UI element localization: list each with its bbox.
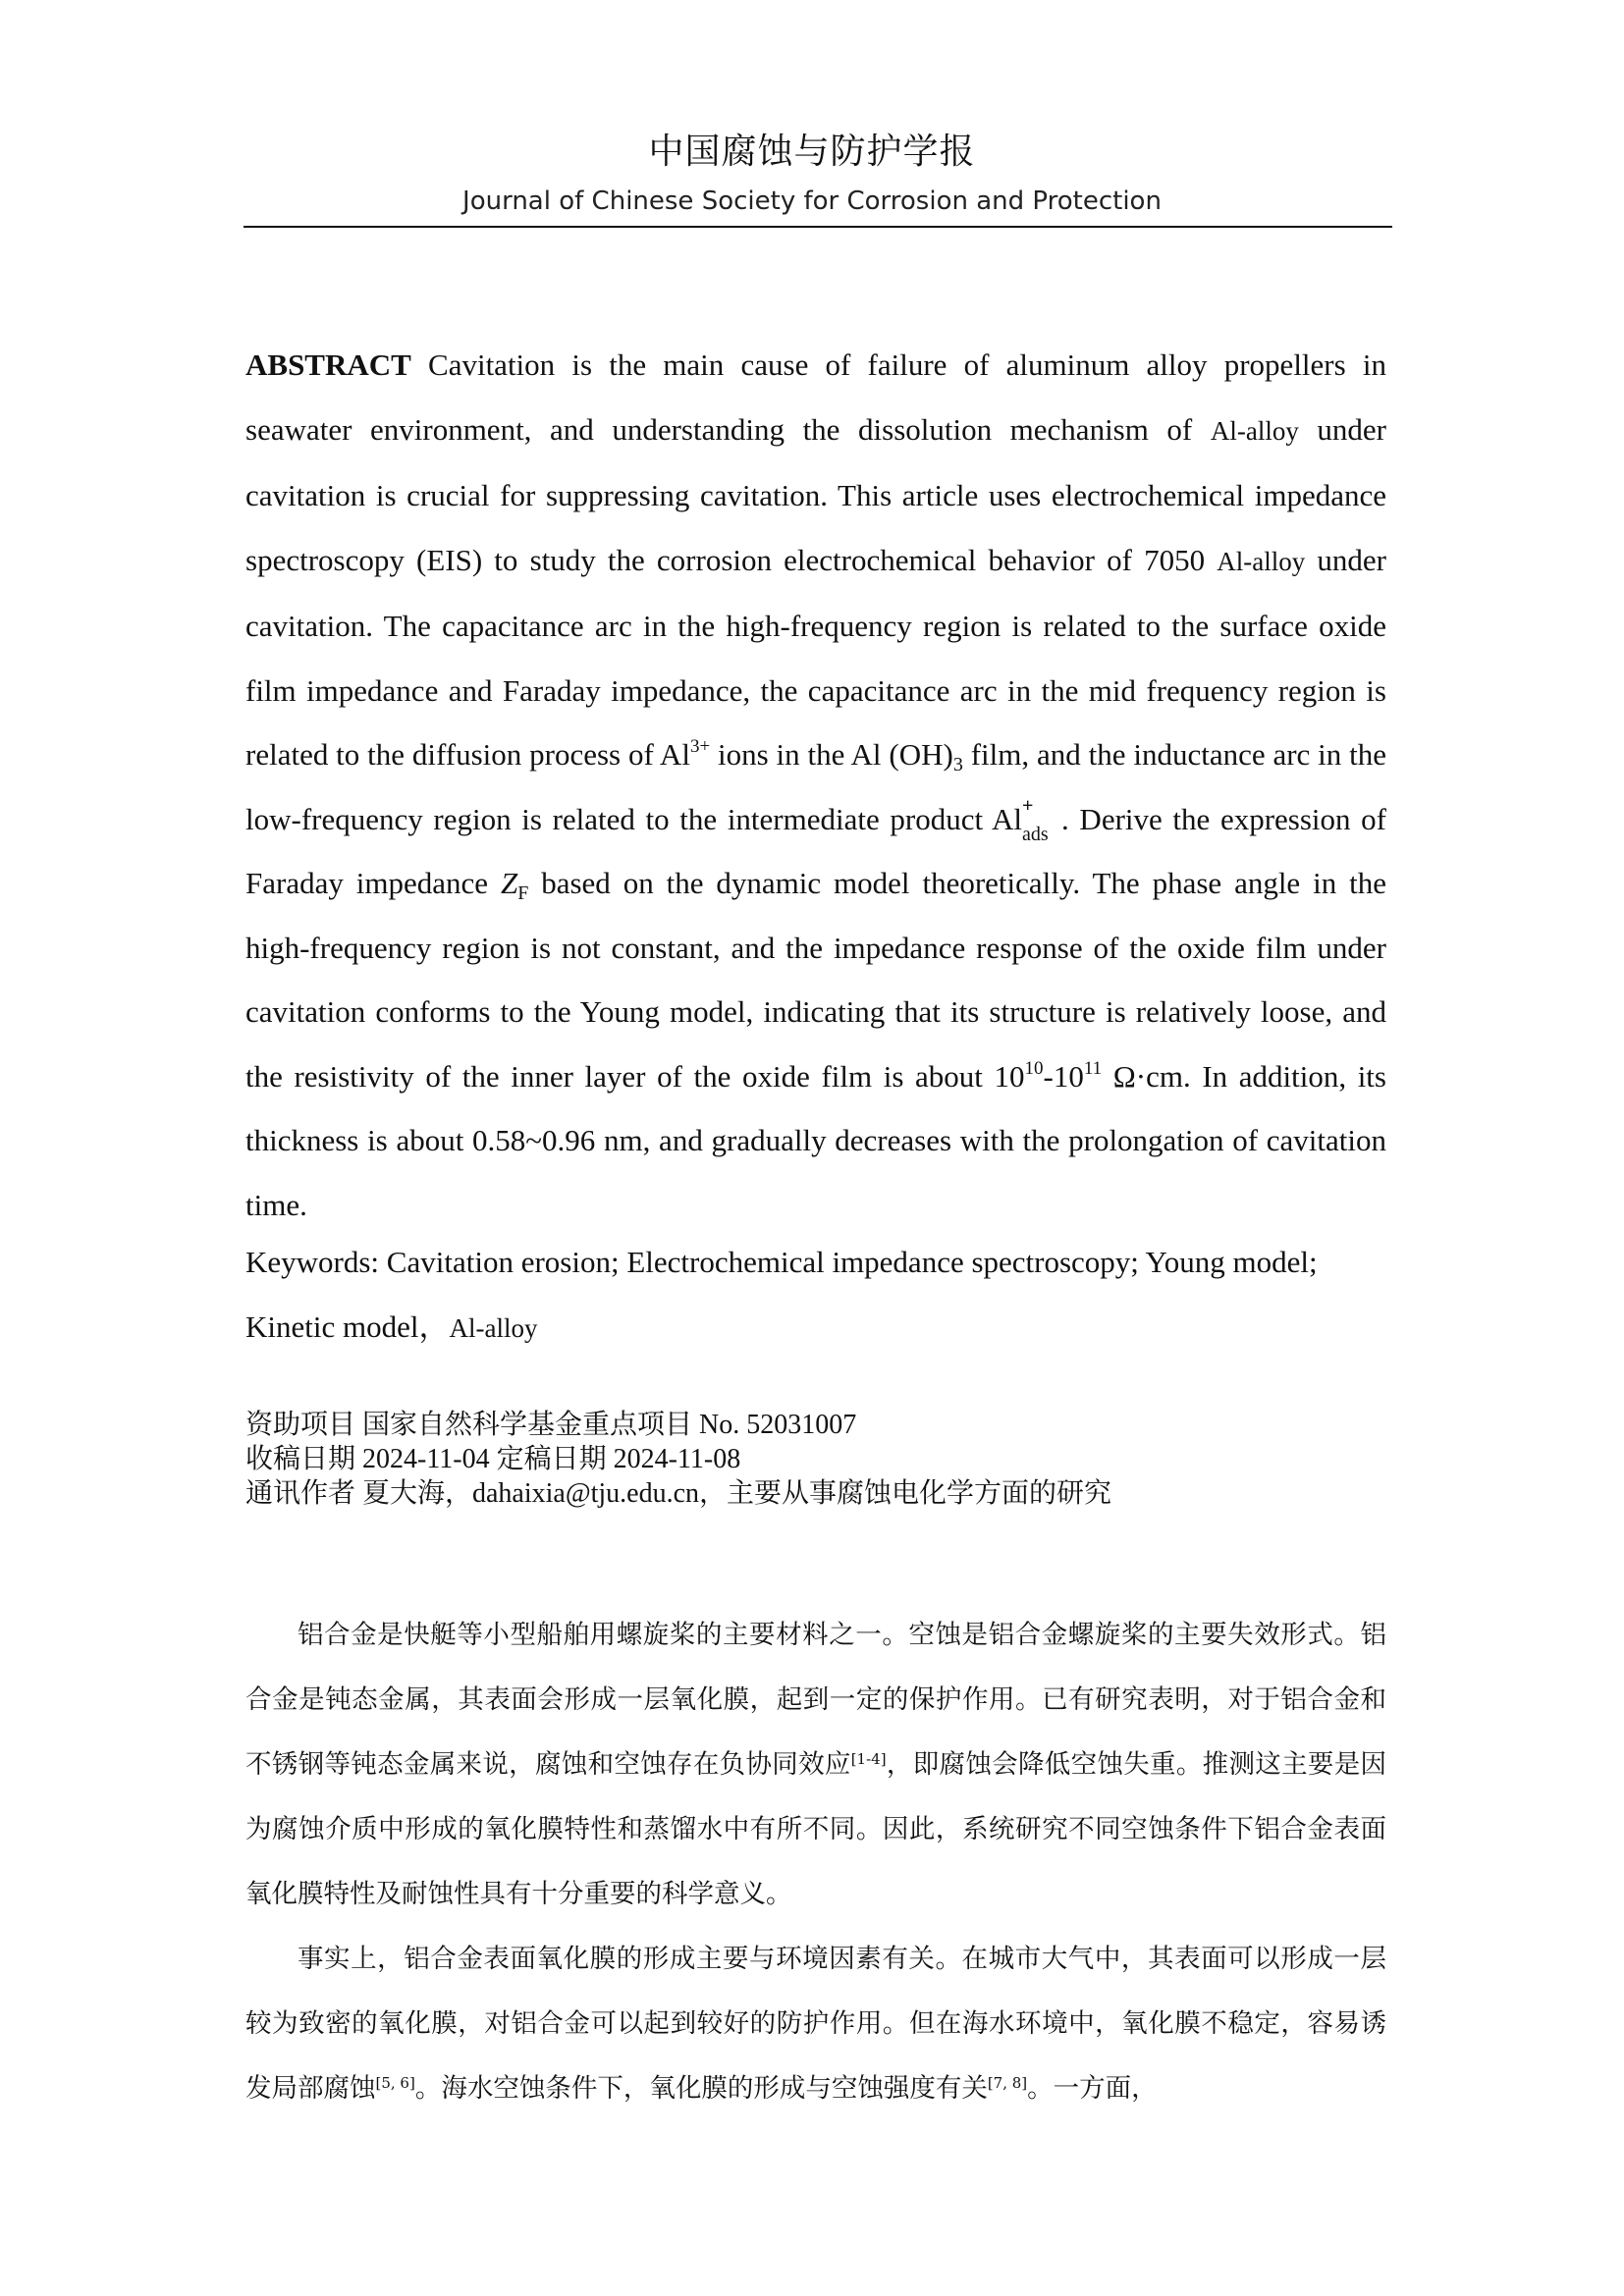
dates-line: 收稿日期 2024-11-04 定稿日期 2024-11-08 xyxy=(245,1444,741,1474)
keywords-last: Al-alloy xyxy=(449,1312,538,1343)
citation: [1-4] xyxy=(850,1750,887,1768)
citation: [7, 8] xyxy=(987,2074,1028,2092)
body-text-run: 事实上，铝合金表面氧化膜的形成主要与环境因素有关。在城市大气中，其表面可以形成一层较为致密的氧化膜，对铝合金可以起到较好的防护作用。但在海水环境中，氧化膜不稳定，容易诱发局部腐蚀 xyxy=(245,1944,1386,2104)
journal-title-cn: 中国腐蚀与防护学报 xyxy=(648,132,976,172)
citation: [5, 6] xyxy=(375,2074,415,2092)
exponent-11: 11 xyxy=(1083,1057,1103,1079)
funding-line: 资助项目 国家自然科学基金重点项目 No. 52031007 xyxy=(245,1410,857,1440)
corresponding-author-line: 通讯作者 夏大海，dahaixia@tju.edu.cn，主要从事腐蚀电化学方面的研究 xyxy=(245,1478,1112,1509)
body-paragraph-2 xyxy=(245,1927,1386,2121)
article-metadata xyxy=(245,1408,1386,1511)
keywords-paragraph xyxy=(245,1230,1386,1361)
body-text-run: 。海水空蚀条件下，氧化膜的形成与空蚀强度有关 xyxy=(414,2073,988,2104)
body-text-run: ，即腐蚀会降低空蚀失重。推测这主要是因为腐蚀介质中形成的氧化膜特性和蒸馏水中有所不同。因此，系统研究不同空蚀条件下铝合金表面氧化膜特性及耐蚀性具有十分重要的科学意义。 xyxy=(245,1749,1387,1909)
header-divider xyxy=(244,226,1392,228)
abstract-text: Cavitation is the main cause of failure of aluminum alloy propellers in seawater environment, and understanding the dissolution mechanism of xyxy=(245,347,1386,447)
abstract-paragraph xyxy=(245,333,1386,1237)
abstract-text: under cavitation. The capacitance arc in the high-frequency region is related to the surface oxide film impedance and Faraday impedance, the capacitance arc in the mid frequency region is related to the diffusion process of Al xyxy=(245,542,1386,772)
abstract-text: . Derive the expression of Faraday impedance xyxy=(245,801,1386,900)
keywords-text: Cavitation erosion; Electrochemical impedance spectroscopy; Young model; Kinetic model， xyxy=(245,1245,1318,1344)
abstract-heading: ABSTRACT xyxy=(245,347,411,382)
ads-script xyxy=(1022,794,1061,845)
abstract-text: Ω·cm. In addition, its thickness is about 0.58~0.96 nm, and gradually decreases with the prolongation of cavitation time. xyxy=(245,1058,1386,1222)
ads-superscript: + xyxy=(1022,794,1034,817)
abstract-text: based on the dynamic model theoretically. The phase angle in the high-frequency region is not constant, and the impedance response of the oxide film under cavitation conforms to the Young model, indicating that its structure is relatively loose, and the resistivity of the inner layer of the oxide film is about 10 xyxy=(245,866,1386,1094)
ads-subscript: ads xyxy=(1022,823,1049,845)
al-alloy-term: Al-alloy xyxy=(1217,546,1306,576)
faraday-impedance-symbol: Z xyxy=(500,866,518,900)
body-text-run: 。一方面， xyxy=(1027,2073,1158,2104)
abstract-text: ions in the Al (OH) xyxy=(710,737,953,772)
al-alloy-term: Al-alloy xyxy=(1210,415,1299,446)
exponent-10: 10 xyxy=(1024,1057,1044,1079)
hydroxide-subscript: 3 xyxy=(952,754,963,775)
abstract-text: film, and the inductance arc in the low-frequency region is related to the intermediate product Al xyxy=(245,737,1386,836)
ion-charge-superscript: 3+ xyxy=(689,736,711,757)
keywords-label: Keywords: xyxy=(245,1245,387,1279)
body-text xyxy=(245,1603,1386,2121)
faraday-impedance-subscript: F xyxy=(517,882,529,904)
abstract-text: under cavitation is crucial for suppressing cavitation. This article uses electrochemical impedance spectroscopy (EIS) to study the corrosion electrochemical behavior of 7050 xyxy=(245,411,1386,577)
body-paragraph-1 xyxy=(245,1603,1386,1927)
journal-title-en: Journal of Chinese Society for Corrosion and Protection xyxy=(462,187,1162,216)
body-text-run: 铝合金是快艇等小型船舶用螺旋桨的主要材料之一。空蚀是铝合金螺旋桨的主要失效形式。铝合金是钝态金属，其表面会形成一层氧化膜，起到一定的保护作用。已有研究表明，对于铝合金和不锈钢等钝态金属来说，腐蚀和空蚀存在负协同效应 xyxy=(245,1620,1386,1780)
abstract-text: -10 xyxy=(1043,1058,1084,1094)
